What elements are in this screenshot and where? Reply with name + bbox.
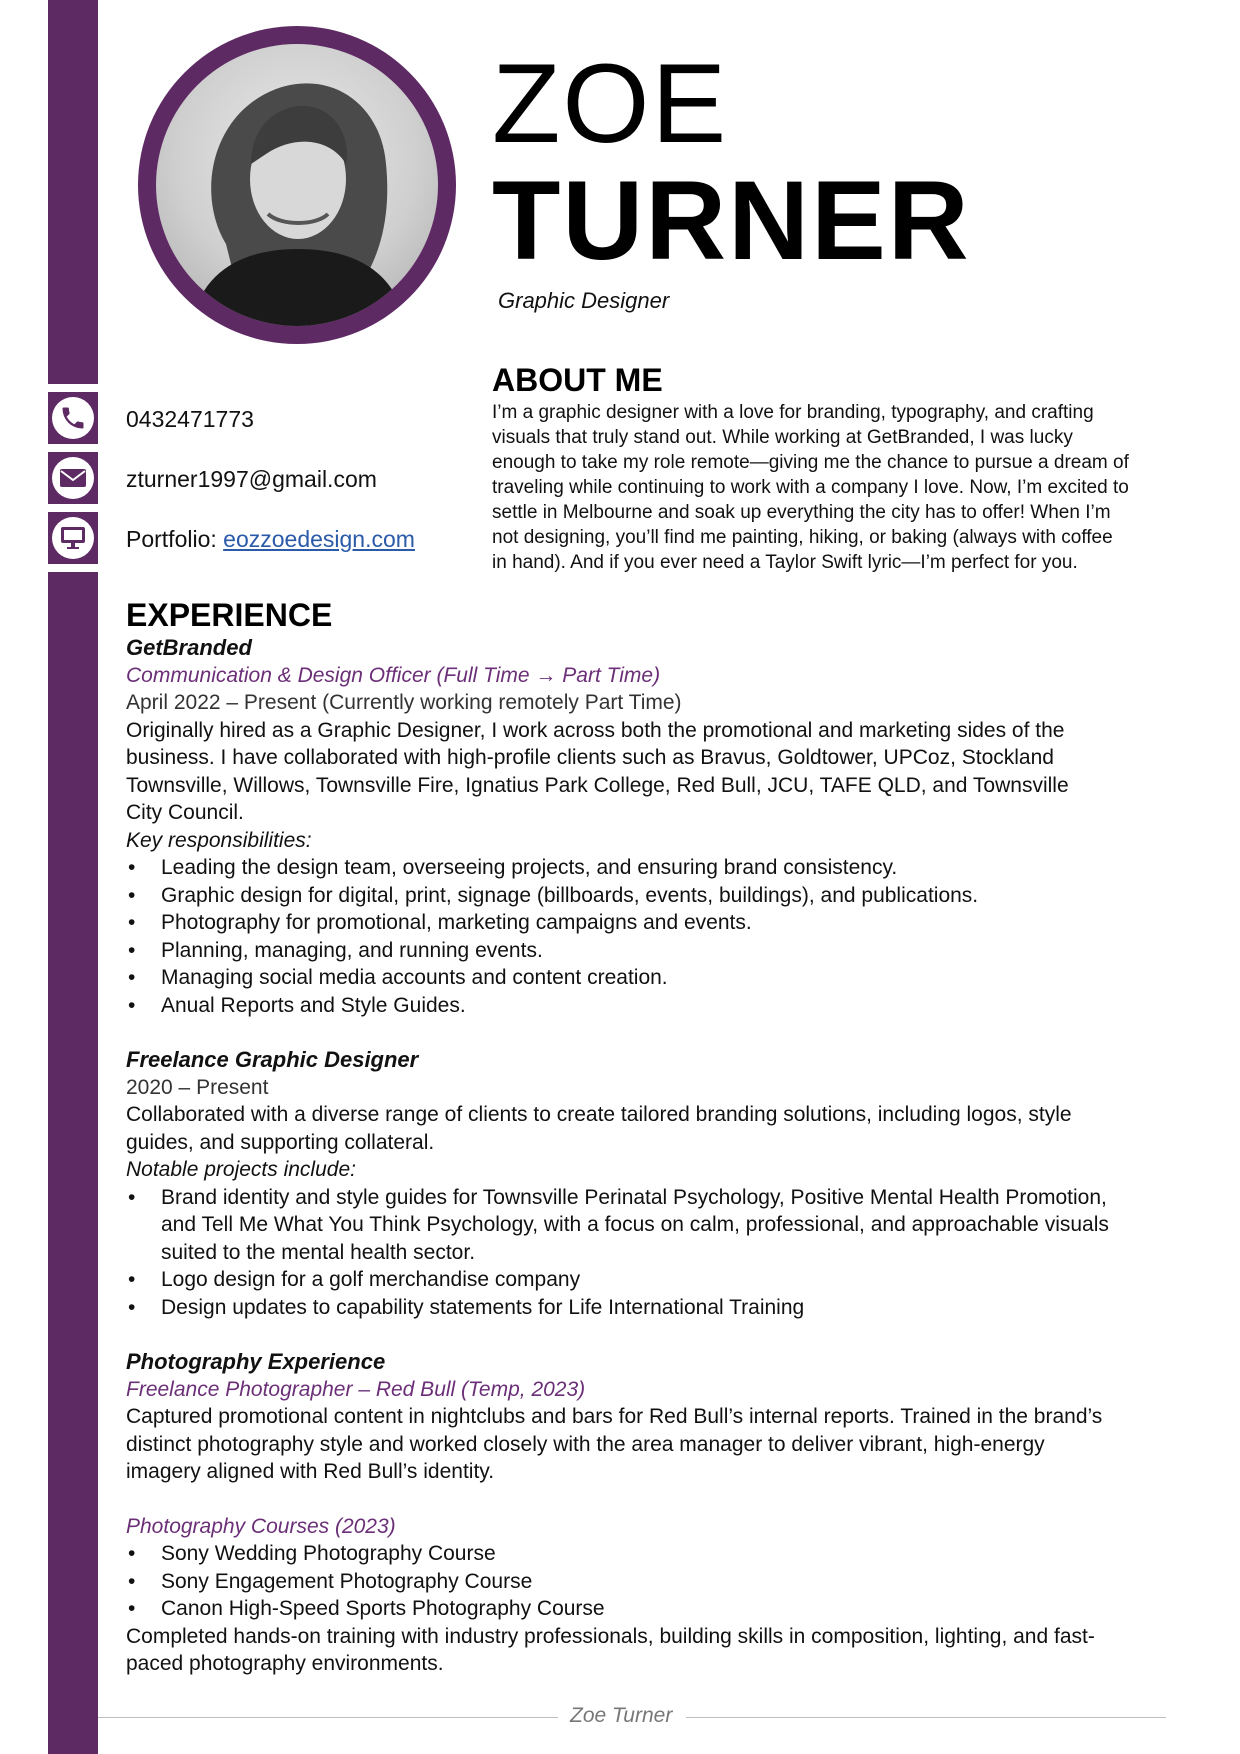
icon-divider [48,384,98,392]
list-item: • Planning, managing, and running events. [126,937,1166,965]
list-item: • Sony Engagement Photography Course [126,1568,1166,1596]
list-item: • Graphic design for digital, print, signage (billboards, events, buildings), and publications. [126,882,1166,910]
list-item: • Photography for promotional, marketing campaigns and events. [126,909,1166,937]
list-item [126,1184,1166,1267]
portfolio-link[interactable]: eozzoedesign.com [223,526,415,552]
courses-list [126,1540,1166,1623]
desc-line: distinct photography style and worked closely with the area manager to deliver vibrant, high-energy [126,1432,1045,1456]
portfolio-label: Portfolio: [126,526,224,552]
experience-heading: EXPERIENCE [126,597,333,633]
envelope-icon [52,457,94,499]
about-line: not designing, you’ll find me painting, hiking, or baking (always with coffee [492,527,1113,548]
phone-icon [52,397,94,439]
job-title: Graphic Designer [498,288,670,313]
first-name: ZOE [492,41,729,166]
notable-label: Notable projects include: [126,1158,356,1181]
role-photographer: Freelance Photographer – Red Bull (Temp, 2023) [126,1377,586,1401]
footer-divider-right [686,1717,1166,1718]
desc-line: business. I have collaborated with high-profile clients such as Bravus, Goldtower, UPCoz, Stockland [126,746,1054,769]
icon-divider [48,504,98,512]
company-freelance: Freelance Graphic Designer [126,1047,419,1072]
desc-line: paced photography environments. [126,1652,444,1675]
desc-line: Originally hired as a Graphic Designer, I work across both the promotional and marketing sides of the [126,718,1065,742]
portfolio-icon-tile [48,512,98,564]
profile-photo [156,44,438,326]
list-item: • Design updates to capability statements for Life International Training [126,1294,1166,1322]
desc-line: Captured promotional content in nightclubs and bars for Red Bull’s internal reports. Trained in the brand’s [126,1405,1103,1428]
about-body [492,400,1172,575]
email-icon-tile [48,452,98,504]
icon-divider [48,564,98,572]
list-item: • Leading the design team, overseeing projects, and ensuring brand consistency. [126,854,1166,882]
profile-photo-ring [138,26,456,344]
phone-icon-tile [48,392,98,444]
section-spacer [126,1486,1166,1513]
section-spacer [126,1019,1166,1046]
footer-name: Zoe Turner [570,1704,673,1727]
email-address: zturner1997@gmail.com [126,466,377,492]
last-name: TURNER [492,158,971,283]
section-spacer [126,1321,1166,1348]
dates-freelance: 2020 – Present [126,1075,269,1099]
dates-getbranded: April 2022 – Present (Currently working remotely Part Time) [126,691,682,714]
desc-line: City Council. [126,801,244,824]
desc-line: guides, and supporting collateral. [126,1130,435,1154]
about-line: traveling while continuing to work with a company I love. Now, I’m excited to [492,477,1129,498]
sidebar-bar [48,0,98,1754]
list-item: • Managing social media accounts and content creation. [126,964,1166,992]
role-getbranded: Communication & Design Officer (Full Time → Part Time) [126,663,661,687]
about-line: enough to take my role remote—giving me the chance to pursue a dream of [492,452,1129,473]
desc-line: Collaborated with a diverse range of clients to create tailored branding solutions, including logos, style [126,1103,1072,1126]
courses-heading: Photography Courses (2023) [126,1514,396,1538]
experience-section [126,596,1166,1678]
responsibilities-list [126,854,1166,1019]
list-item: • Sony Wedding Photography Course [126,1540,1166,1568]
desc-line: Townsville, Willows, Townsville Fire, Ignatius Park College, Red Bull, JCU, TAFE QLD, and Townsville [126,773,1069,797]
portfolio [126,526,415,553]
responsibilities-label: Key responsibilities: [126,828,312,852]
list-item-line: and Tell Me What You Think Psychology, with a focus on calm, professional, and approachable visuals [161,1213,1109,1236]
icon-divider [48,444,98,452]
phone-number: 0432471773 [126,406,254,432]
company-getbranded: GetBranded [126,635,252,660]
list-item-line: • Brand identity and style guides for Townsville Perinatal Psychology, Positive Mental Health Promotion, [161,1185,1107,1209]
footer-divider-left [98,1717,558,1718]
desc-line: Completed hands-on training with industry professionals, building skills in composition, lighting, and fast- [126,1624,1095,1648]
about-line: I’m a graphic designer with a love for branding, typography, and crafting [492,402,1094,423]
about-line: visuals that truly stand out. While working at GetBranded, I was lucky [492,427,1073,448]
desc-line: imagery aligned with Red Bull’s identity. [126,1460,495,1483]
about-line: in hand). And if you ever need a Taylor Swift lyric—I’m perfect for you. [492,552,1078,573]
about-heading: ABOUT ME [492,362,663,398]
list-item: • Anual Reports and Style Guides. [126,992,1166,1020]
list-item-line: suited to the mental health sector. [161,1240,476,1264]
photography-heading: Photography Experience [126,1349,386,1374]
projects-list [126,1184,1166,1322]
about-line: settle in Melbourne and soak up everything the city has to offer! When I’m [492,502,1111,523]
list-item: • Canon High-Speed Sports Photography Course [126,1595,1166,1623]
monitor-icon [52,517,94,559]
list-item: • Logo design for a golf merchandise company [126,1266,1166,1294]
